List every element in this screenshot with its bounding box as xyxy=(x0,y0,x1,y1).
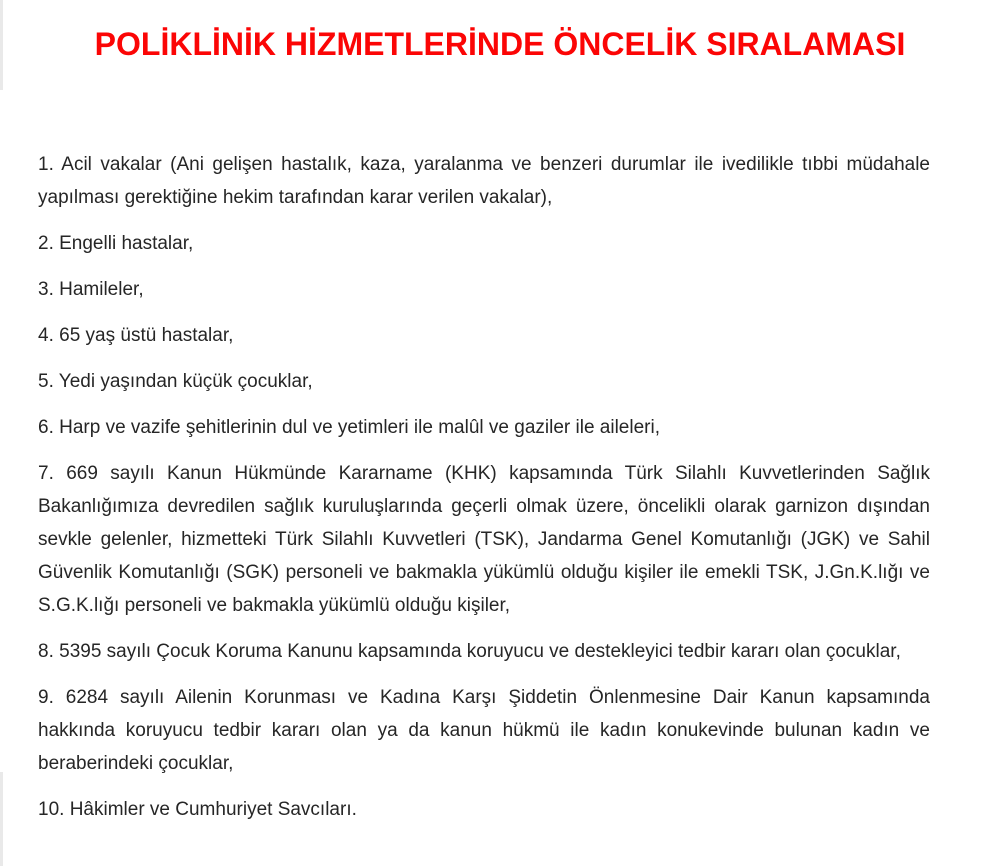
page-title: POLİKLİNİK HİZMETLERİNDE ÖNCELİK SIRALAMASI xyxy=(94,26,906,62)
page-edge-artifact-top xyxy=(0,0,3,90)
list-item-4: 4. 65 yaş üstü hastalar, xyxy=(38,325,234,346)
list-item-2: 2. Engelli hastalar, xyxy=(38,233,194,254)
list-item-7: 7. 669 sayılı Kanun Hükmünde Kararname (KHK) kapsamında Türk Silahlı Kuvvetlerinden Sağlık Bakanlığımıza devredilen sağlık kuruluşlarında geçerli olmak üzere, öncelikli olarak garnizon dışından sevkle gelenler, hizmetteki Türk Silahlı Kuvvetleri (TSK), Jandarma Genel Komutanlığı (JGK) ve Sahil Güvenlik Komutanlığı (SGK) personeli ve bakmakla yükümlü olduğu kişiler ile emekli TSK, J.Gn.K.lığı ve S.G.K.lığı personeli ve bakmakla yükümlü olduğu kişiler, xyxy=(38,463,930,616)
list-item-6: 6. Harp ve vazife şehitlerinin dul ve yetimleri ile malûl ve gaziler ile aileleri, xyxy=(38,417,660,438)
list-item-3: 3. Hamileler, xyxy=(38,279,144,300)
page-edge-artifact-bottom xyxy=(0,772,3,866)
list-item-9: 9. 6284 sayılı Ailenin Korunması ve Kadına Karşı Şiddetin Önlenmesine Dair Kanun kapsamında hakkında koruyucu tedbir kararı olan ya da kanun hükmü ile kadın konukevinde bulunan kadın ve beraberindeki çocuklar, xyxy=(38,687,930,774)
list-item-8: 8. 5395 sayılı Çocuk Koruma Kanunu kapsamında koruyucu ve destekleyici tedbir kararı olan çocuklar, xyxy=(38,641,901,662)
document-body xyxy=(38,148,930,839)
list-item-5: 5. Yedi yaşından küçük çocuklar, xyxy=(38,371,313,392)
list-item-1: 1. Acil vakalar (Ani gelişen hastalık, kaza, yaralanma ve benzeri durumlar ile ivedilikle tıbbi müdahale yapılması gerektiğine hekim tarafından karar verilen vakalar), xyxy=(38,154,930,208)
list-item-10: 10. Hâkimler ve Cumhuriyet Savcıları. xyxy=(38,799,357,820)
